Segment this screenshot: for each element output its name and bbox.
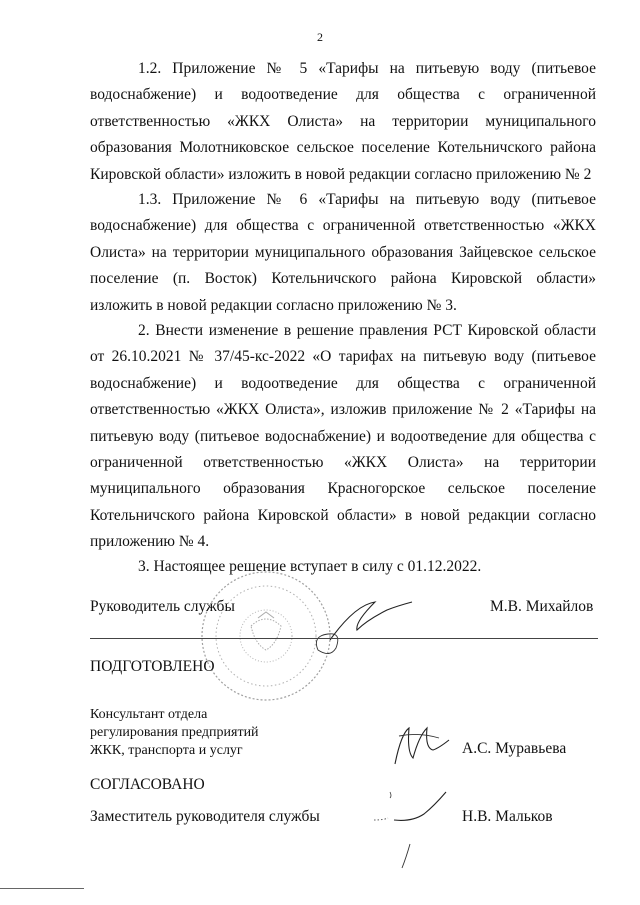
- deputy-signature: [370, 790, 460, 870]
- paragraph-2: 2. Внести изменение в решение правления РСТ Кировской области от 26.10.2021 № 37/45-кс-2022 «О тарифах на питьевую воду (питьевое водоснабжение) и водоотведение для общества с ограниченной ответственностью «ЖКХ Олиста», изложив приложение № 2 «Тарифы на питьевую воду (питьевое водоснабжение) и водоотведение для общества с ограниченной ответственностью «ЖКХ Олиста» на территории муниципального образования Красногорское сельское поселение Котельничского района Кировской области» в новой редакции согласно приложению № 4.: [90, 322, 596, 551]
- paragraph-1-2: 1.2. Приложение № 5 «Тарифы на питьевую воду (питьевое водоснабжение) и водоотведение для общества с ограниченной ответственностью «ЖКХ Олиста» на территории муниципального образования Молотниковское сельское поселение Котельничского района Кировской области» изложить в новой редакции согласно приложению № 2: [90, 60, 596, 183]
- deputy-title: Заместитель руководителя службы: [90, 808, 320, 825]
- deputy-name: Н.В. Мальков: [462, 808, 553, 825]
- footer-rule: [0, 888, 84, 889]
- head-title: Руководитель службы: [90, 598, 235, 615]
- agreed-label: СОГЛАСОВАНО: [90, 776, 205, 793]
- page-number: 2: [317, 30, 323, 44]
- divider-line: [90, 638, 598, 639]
- paragraph-3: 3. Настоящее решение вступает в силу с 01.12.2022.: [138, 558, 482, 575]
- prepared-label: ПОДГОТОВЛЕНО: [90, 658, 215, 675]
- consultant-title-line-3: ЖКК, транспорта и услуг: [90, 743, 243, 758]
- head-signature: [310, 580, 420, 660]
- paragraph-1-3: 1.3. Приложение № 6 «Тарифы на питьевую воду (питьевое водоснабжение) для общества с ограниченной ответственностью «ЖКХ Олиста» на территории муниципального образования Зайцевское сельское поселение (п. Восток) Котельничского района Кировской области» изложить в новой редакции согласно приложению № 3.: [90, 191, 596, 314]
- consultant-title-line-1: Консультант отдела: [90, 707, 208, 722]
- consultant-signature: [385, 716, 455, 776]
- head-name: М.В. Михайлов: [490, 598, 594, 615]
- consultant-title-line-2: регулирования предприятий: [90, 725, 259, 740]
- consultant-name: А.С. Муравьева: [462, 740, 567, 757]
